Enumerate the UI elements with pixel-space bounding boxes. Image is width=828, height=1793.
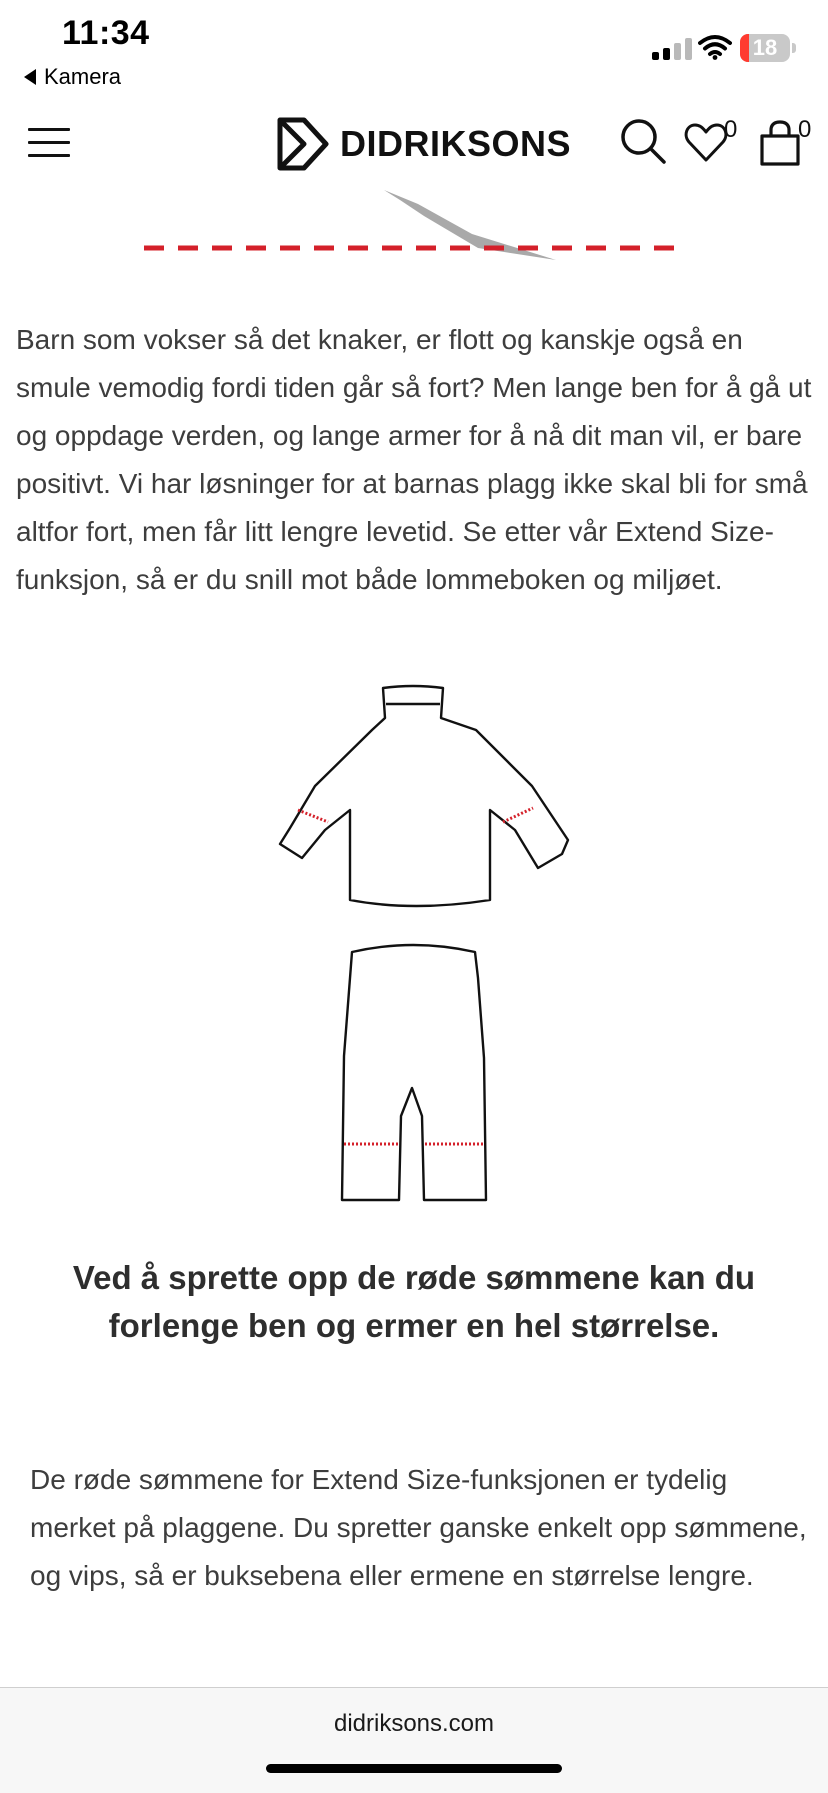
back-label: Kamera (44, 64, 122, 89)
wifi-icon (698, 34, 732, 60)
browser-address-bar[interactable] (0, 1687, 828, 1793)
cart-count: 0 (798, 116, 812, 143)
battery-icon (740, 34, 790, 62)
battery-percent: 18 (752, 35, 778, 60)
home-indicator[interactable] (266, 1764, 562, 1773)
extend-size-headline: Ved å sprette opp de røde sømmene kan du forlenge ben og ermer en hel størrelse. (72, 1259, 756, 1344)
menu-button[interactable] (28, 126, 72, 158)
bag-icon (758, 120, 802, 166)
extend-size-garment-illustration (250, 680, 580, 1210)
wishlist-button[interactable] (684, 116, 744, 164)
heart-icon (684, 122, 728, 164)
brand-name: DIDRIKSONS (340, 123, 572, 164)
search-icon[interactable] (620, 118, 666, 164)
back-to-app-link[interactable] (24, 64, 121, 90)
intro-paragraph: Barn som vokser så det knaker, er flott og kanskje også en smule vemodig fordi tiden går så fort? Men lange ben for å gå ut og oppdage verden, og lange armer for å nå dit man vil, er bare positivt. Vi har løsninger for at barnas plagg ikke skal bli for små altfor fort, men får litt lengre levetid. Se etter vår Extend Size-funksjon, så er du snill mot både lommeboken og miljøet. (16, 324, 812, 595)
wishlist-count: 0 (724, 116, 738, 143)
red-dashed-line (144, 244, 684, 252)
extend-size-description: De røde sømmene for Extend Size-funksjonen er tydelig merket på plaggene. Du spretter ganske enkelt opp sømmene, og vips, så er buksebena eller ermene en størrelse lengre. (30, 1464, 807, 1591)
cart-button[interactable] (758, 114, 820, 166)
address-url[interactable]: didriksons.com (333, 1710, 495, 1737)
signal-icon (652, 38, 692, 60)
brand-logo[interactable] (274, 116, 571, 172)
back-triangle-icon (24, 69, 36, 85)
battery-tip (792, 43, 796, 53)
status-time: 11:34 (62, 14, 150, 52)
logo-mark-icon (274, 116, 330, 172)
